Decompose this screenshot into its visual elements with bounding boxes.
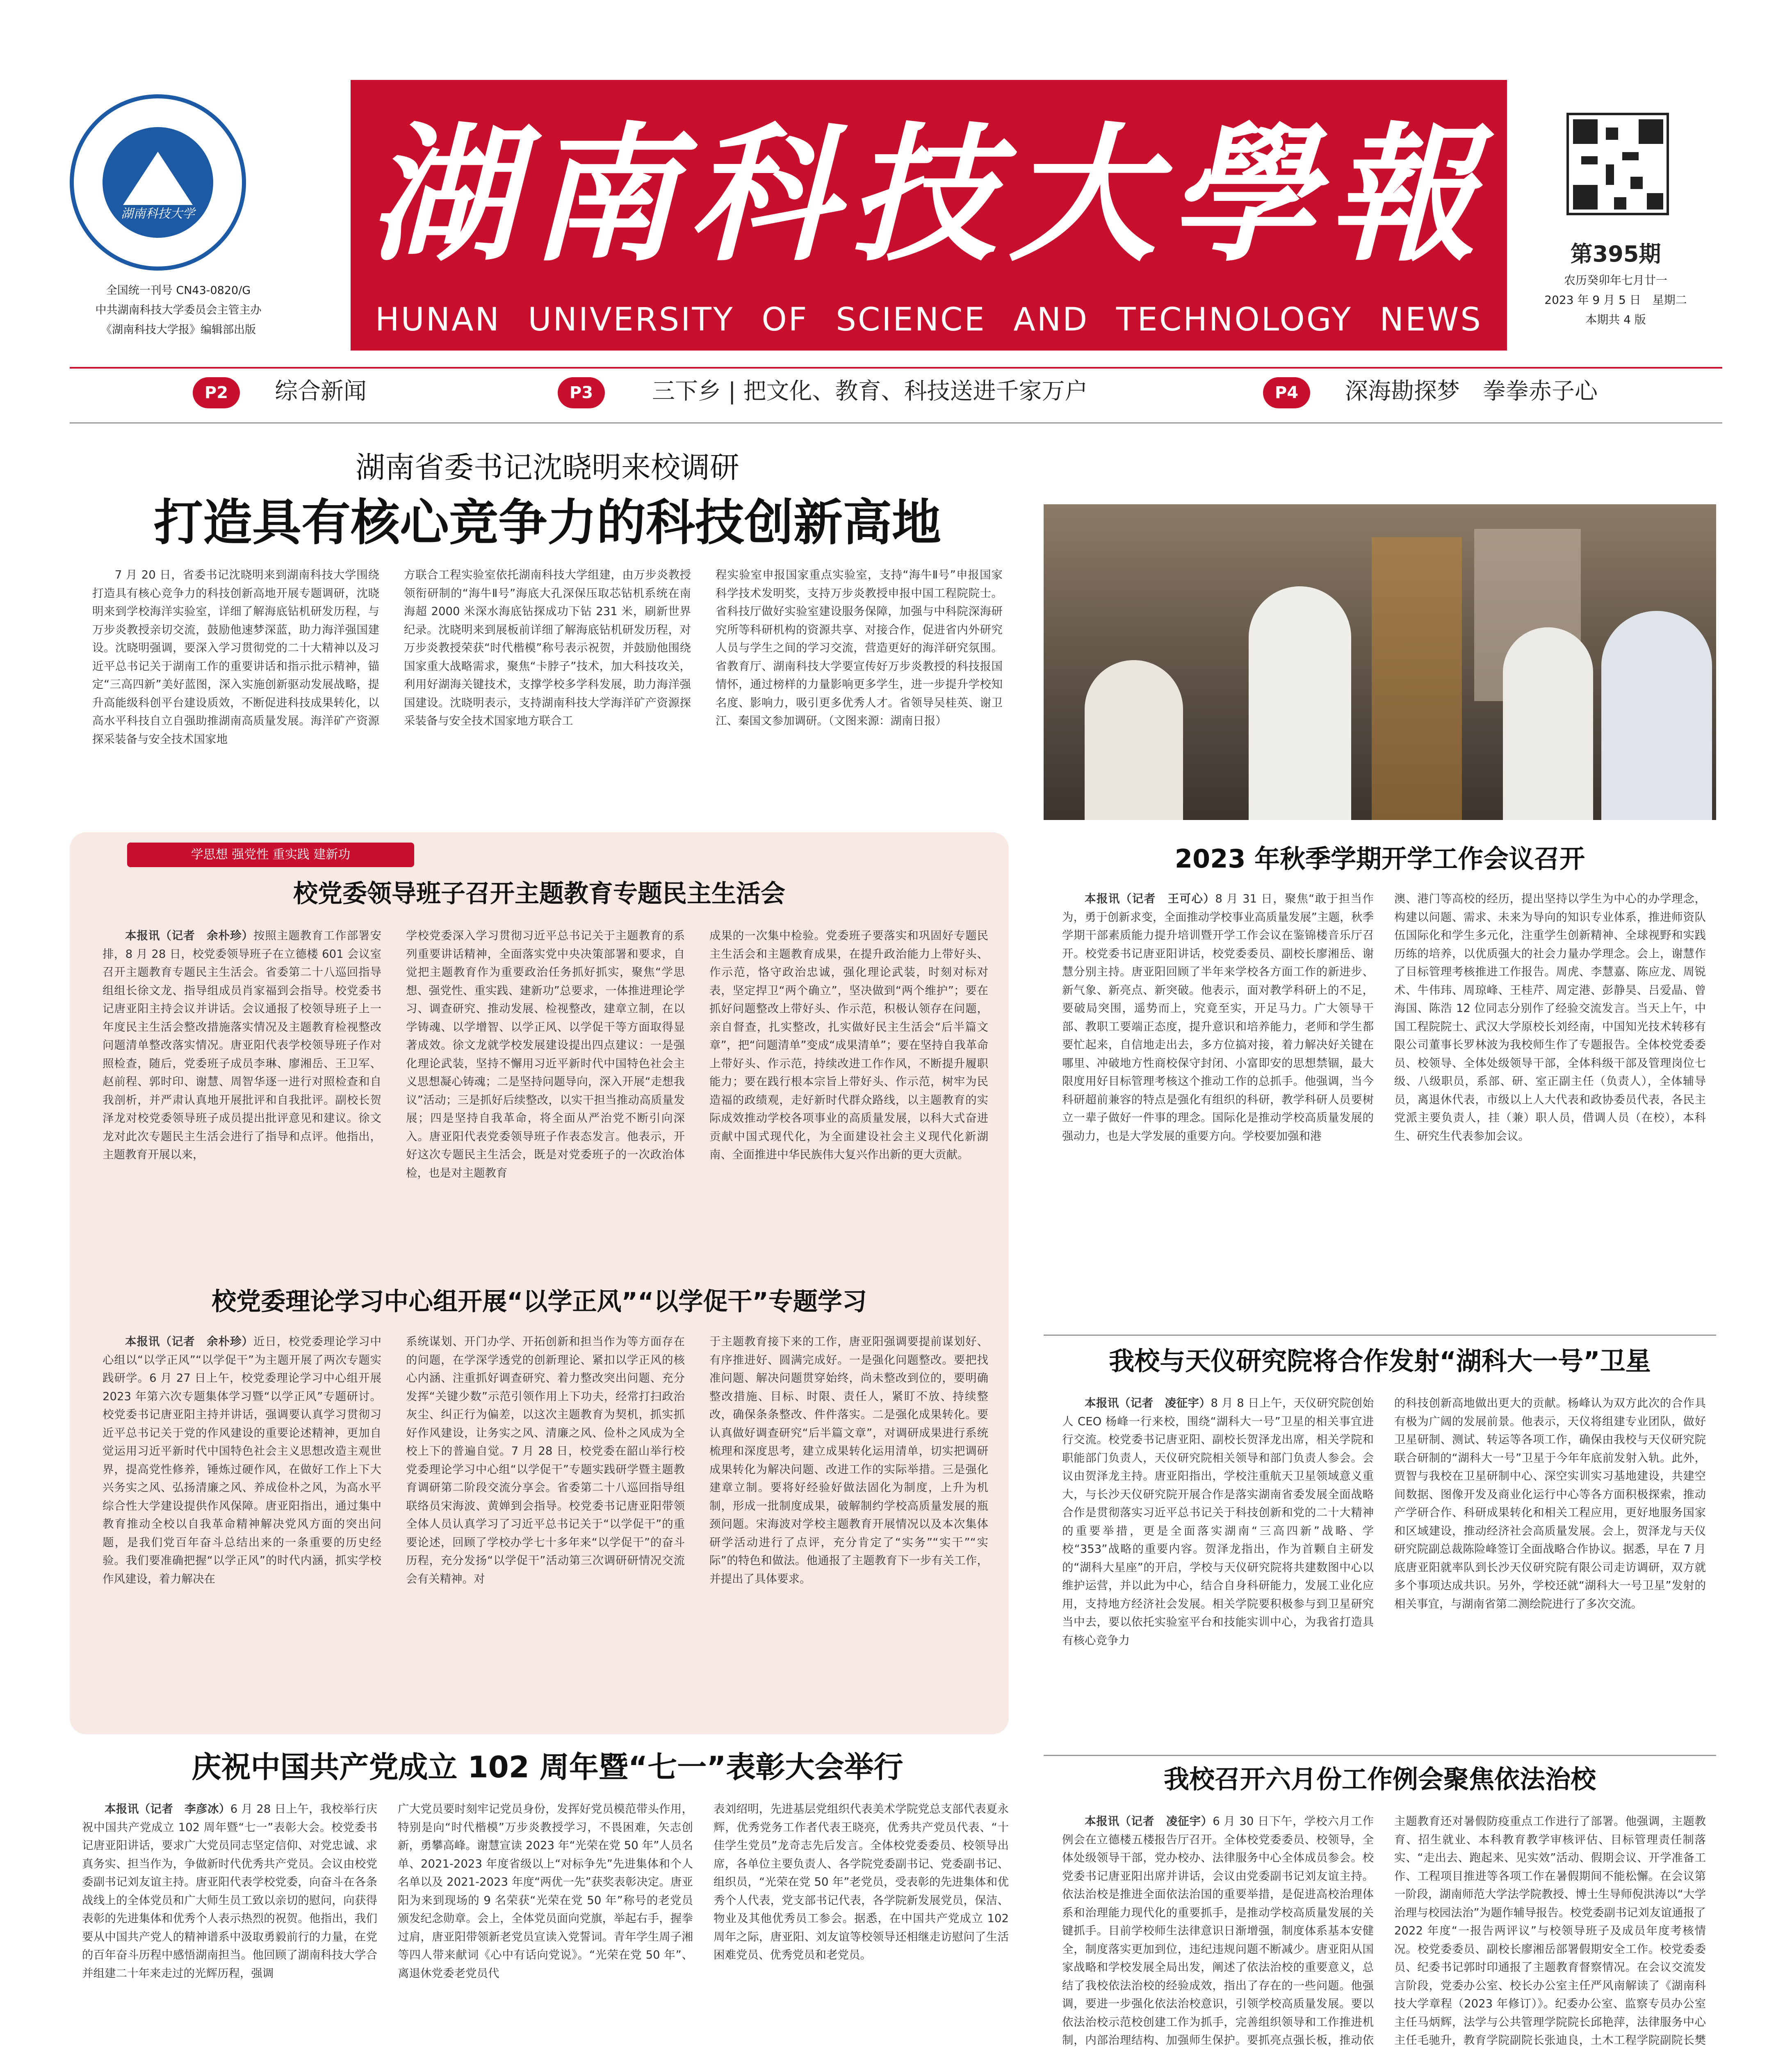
qr-code-icon bbox=[1566, 113, 1669, 215]
byline: 本报讯（记者 凌征宇） bbox=[1085, 1396, 1211, 1410]
paragraph: 按照主题教育工作部署安排，8 月 28 日，校党委领导班子在立德楼 601 会议室召开主题教育专题民主生活会。省委第二十八巡回指导组组长徐文龙、指导组成员肖家福到会指导。校党委书记唐亚阳主持会议并讲话。会议通报了校领导班子上一年度民主生活会整改措施落实情况及主题教育检视整改问题清单整改落实情况。唐亚阳代表学校领导班子作对照检查，随后，党委班子成员李琳、廖湘岳、王卫军、赵前程、郭时印、谢慧、周智华逐一进行对照检查和自我剖析，并严肃认真地开展批评和自我批评。副校长贺泽龙对校党委领导班子成员提出批评意见和建议。徐文龙对此次专题民主生活会进行了指导和点评。他指出，主题教育开展以来， bbox=[103, 929, 381, 1161]
art2-col-3 bbox=[709, 1332, 988, 1714]
art1-col-3 bbox=[709, 927, 988, 1263]
byline: 本报讯（记者 凌征宇） bbox=[1085, 1815, 1213, 1828]
nav-bottom-rule bbox=[70, 422, 1722, 424]
paragraph: 程实验室申报国家重点实验室，支持“海牛Ⅱ号”申报国家科学技术发明奖，支持万步炎教授申报中国工程院院士。省科技厅做好实验室建设服务保障，加强与中科院深海研究所等科研机构的资源共享、对接合作，促进省内外研究人员与学生之间的学习交流，营造更好的海洋研究氛围。省教育厅、湖南科技大学要宣传好万步炎教授的科技报国情怀，通过榜样的力量影响更多学生，进一步提升学校知名度、影响力，吸引更多优秀人才。省领导吴桂英、谢卫江、秦国文参加调研。（文图来源：湖南日报） bbox=[716, 568, 1003, 727]
nav-item-p2[interactable]: 综合新闻 bbox=[275, 378, 367, 405]
paragraph: 近日，校党委理论学习中心组以“以学正风”“以学促干”为主题开展了两次专题实践研学。6 月 27 日上午，校党委理论学习中心组开展 2023 年第六次专题集体学习暨“以学正风”专题研讨。校党委书记唐亚阳主持并讲话，强调要认真学习贯彻习近平总书记关于党的作风建设的重要论述精神，更加自觉运用习近平新时代中国特色社会主义思想改造主观世界，提高党性修养，锤炼过硬作风，在做好工作上下大兴务实之风、弘扬清廉之风、养成俭朴之风，为高水平综合性大学建设提供作风保障。唐亚阳指出，通过集中教育推动全校以自我革命精神解决党风方面的突出问题，是我们党百年奋斗总结出来的一条重要的历史经验。我们要准确把握“以学正风”的时代内涵，抓实学校作风建设，着力解决在 bbox=[103, 1335, 381, 1585]
en-word: NEWS bbox=[1379, 301, 1482, 338]
art2-col-2 bbox=[406, 1332, 685, 1714]
paragraph: 8 月 8 日上午，天仪研究院创始人 CEO 杨峰一行来校，围绕“湖科大一号”卫星的相关事宜进行交流。校党委书记唐亚阳、副校长贺泽龙出席，相关学院和职能部门负责人，天仪研究院相关领导和部门负责人参会。会议由贺泽龙主持。唐亚阳指出，学校注重航天卫星领域意义重大，与长沙天仪研究院开展合作是落实湖南省委发展全面战略合作是贯彻落实习近平总书记关于科技创新和党的二十大精神的重要举措，更是全面落实湖南“三高四新”战略、学校“353”战略的重要内容。贺泽龙指出，作为首颗自主研发的“湖科大星座”的开启，学校与天仪研究院将共建数图中心以维护运营，并以此为中心，结合自身科研能力，发展工业化应用，支持地方经济社会发展。相关学院要积极参与到卫星研究当中去，要以依托实验室平台和技能实训中心，为我省打造具有核心竞争力 bbox=[1062, 1396, 1374, 1647]
newspaper-title-en bbox=[375, 297, 1482, 342]
lead-col-1 bbox=[92, 566, 379, 828]
nav-page-badge[interactable]: P3 bbox=[558, 377, 605, 408]
lead-title: 打造具有核心竞争力的科技创新高地 bbox=[154, 494, 941, 551]
paragraph: 系统谋划、开门办学、开拓创新和担当作为等方面存在的问题，在学深学透党的创新理论、紧扣以学正风的核心内涵、注重抓好调查研究、着力整改突出问题、充分发挥“关键少数”示范引领作用上下功夫，经常打扫政治灰尘、纠正行为偏差，以这次主题教育为契机，抓实抓好作风建设，让务实之风、清廉之风、俭朴之风成为全校上下的普遍自觉。7 月 28 日，校党委在韶山举行校党委理论学习中心组“以学促干”专题实践研学暨主题教育调研第二阶段交流分享会。省委第二十八巡回指导组联络员宋海波、黄婵到会指导。校党委书记唐亚阳带领全体人员认真学习了习近平总书记关于“以学促干”的重要论述，回顾了学校办学七十多年来“以学促干”的奋斗历程，充分发扬“以学促干”活动第三次调研研情况交流会有关精神。对 bbox=[406, 1335, 685, 1585]
qiyi-col-2 bbox=[398, 1800, 693, 2050]
byline: 本报讯（记者 李彦冰） bbox=[105, 1802, 230, 1815]
paragraph: 广大党员要时刻牢记党员身份，发挥好党员模范带头作用，特别是向“时代楷模”万步炎教授学习，不畏困难，矢志创新，勇攀高峰。谢慧宣读 2023 年“光荣在党 50 年”人员名单、2021-2023 年度省级以上“对标争先”先进集体和个人名单以及 2021-2023 年度“两优一先”获奖表彰决定。唐亚阳为来到现场的 9 名荣获“光荣在党 50 年”称号的老党员颁发纪念勋章。会上，全体党员面向党旗，举起右手，握拳过肩，唐亚阳带领新老党员宣读入党誓词。青年学生周子湘等四人带来献词《心中有话向党说》。“光荣在党 50 年”、离退休党委老党员代 bbox=[398, 1802, 693, 1980]
lunar-date: 农历癸卯年七月廿一 bbox=[1564, 273, 1667, 287]
byline: 本报讯（记者 王可心） bbox=[1085, 892, 1215, 905]
page-count: 本期共 4 版 bbox=[1585, 313, 1646, 326]
paragraph: 6 月 30 日下午，学校六月工作例会在立德楼五楼报告厅召开。全体校党委委员、校领导，全体处级领导干部，党办校办、法律服务中心全体成员参会。校党委书记唐亚阳出席并讲话，会议由党委副书记刘友谊主持。依法治校是推进全面依法治国的重要举措，是促进高校治理体系和治理能力现代化的重要抓手，是推动学校高质量发展的关键抓手。目前学校师生法律意识日渐增强，制度体系基本安健全，制度落实更加到位，违纪违规问题不断减少。唐亚阳从国家战略和学校发展全局出发，阐述了依法治校的重要意义，总结了我校依法治校的经验成效，指出了存在的一些问题。他强调，要进一步强化依法治校意识，引领学校高质量发展。要以依法治校示范校创建工作为抓手，完善组织领导和工作推进机制，内部治理结构、加强师生保护。要抓亮点强长板，推动依 bbox=[1062, 1815, 1374, 2047]
meta-line: 中共湖南科技大学委员会主管主办 bbox=[95, 304, 262, 317]
nav-top-rule bbox=[70, 367, 1722, 369]
university-logo: 湖南科技大学 bbox=[70, 94, 246, 271]
paragraph: 7 月 20 日，省委书记沈晓明来到湖南科技大学围绕打造具有核心竞争力的科技创新高地开展专题调研，沈晓明来到学校海洋实验室，详细了解海底钻机研发历程，与万步炎教授亲切交流，鼓励他速梦深蓝，助力海洋强国建设。沈晓明强调，要深入学习贯彻党的二十大精神以及习近平总书记关于湖南工作的重要讲话和指示批示精神，锚定“三高四新”美好蓝图，深入实施创新驱动发展战略，提升高能级科创平台建设质效，不断促进科技成果转化，以高水平科技自立自强助推湖南高质量发展。海洋矿产资源探采装备与安全技术国家地 bbox=[92, 568, 379, 746]
issue-number: 第395期 bbox=[1570, 241, 1661, 267]
masthead-banner bbox=[351, 80, 1507, 351]
section-divider bbox=[1044, 1755, 1716, 1756]
article-title: 我校与天仪研究院将合作发射“湖科大一号”卫星 bbox=[1109, 1346, 1651, 1376]
en-word: HUNAN bbox=[375, 301, 501, 338]
en-word: OF bbox=[761, 301, 809, 338]
paragraph: 方联合工程实验室依托湖南科技大学组建，由万步炎教授领衔研制的“海牛Ⅱ号”海底大孔深保压取芯钻机系统在南海超 2000 米深水海底钻探成功下钻 231 米，刷新世界纪录。沈晓明来到展板前详细了解海底钻机研发历程，对万步炎教授荣获“时代楷模”称号表示祝贺，并鼓励他围绕国家重大战略需求，聚焦“卡脖子”技术，加大科技攻关，利用好湖海关键技术，支撑学校多学科发展，助力海洋强国建设。沈晓明表示，支持湖南科技大学海洋矿产资源探采装备与安全技术国家地方联合工 bbox=[404, 568, 691, 727]
paragraph: 于主题教育接下来的工作，唐亚阳强调要提前谋划好、有序推进好、圆满完成好。一是强化问题整改。要把找准问题、解决问题贯穿始终，尚未整改到位的，要明确整改措施、目标、时限、责任人，紧盯不放、持续整改，确保条条整改、件件落实。二是强化成果转化。要认真做好调查研究“后半篇文章”，对调研成果进行系统梳理和深度思考，建立成果转化运用清单，切实把调研成果转化为解决问题、改进工作的实际举措。三是强化建章立制。要将好经验好做法固化为制度，上升为机制，形成一批制度成果，破解制约学校高质量发展的瓶颈问题。宋海波对学校主题教育开展情况以及本次集体研学活动进行了点评，充分肯定了“实务”“实干”“实际”的特色和做法。他通报了主题教育下一步有关工作，并提出了具体要求。 bbox=[709, 1335, 988, 1585]
article-title: 我校召开六月份工作例会聚焦依法治校 bbox=[1163, 1764, 1596, 1794]
theme-banner: 学思想 强党性 重实践 建新功 bbox=[127, 843, 414, 867]
byline: 本报讯（记者 余朴珍） bbox=[125, 929, 253, 942]
paragraph: 6 月 28 日上午，我校举行庆祝中国共产党成立 102 周年暨“七一”表彰大会。校党委书记唐亚阳讲话，要求广大党员同志坚定信仰、对党忠诚、求真务实、担当作为，争做新时代优秀共产党员。会议由校党委副书记刘友谊主持。唐亚阳代表学校党委，向奋斗在各条战线上的全体党员和广大师生员工致以亲切的慰问，向获得表彰的先进集体和优秀个人表示热烈的祝贺。他指出，我们要从中国共产党人的精神谱系中汲取勇毅前行的力量，在党的百年奋斗历程中感悟湖南担当。他回顾了湖南科技大学合并组建二十年来走过的光辉历程，强调 bbox=[82, 1802, 377, 1980]
kaixue-col-1 bbox=[1062, 890, 1374, 1328]
kaixue-col-2 bbox=[1394, 890, 1706, 1328]
paragraph: 澳、港门等高校的经历，提出坚持以学生为中心的办学理念，构建以问题、需求、未来为导向的知识专业体系，推进师资队伍国际化和学生多元化，注重学生创新精神、全球视野和实践历练的培养，以优质强大的社会力量办学理念。会上，谢慧作了目标管理考核推进工作报告。周虎、李慧嘉、陈应龙、周锐术、牛伟玮、周琼峰、王桂芹、周定港、彭静昊、吕爱晶、曾海国、陈浩 12 位同志分别作了经验交流发言。当天上午，中国工程院院士、武汉大学原校长刘经南，中国知光技术转移有限公司董事长罗林波为我校师生作了专题报告。全体校党委委员、校领导、全体处级领导干部，全体科级干部及管理岗位七级、八级职员，系部、研、室正副主任（负责人），全体辅导员，离退休代表，市级以上人大代表和政协委员代表，各民主党派主要负责人，挂（兼）职人员，借调人员（在校），本科生、研究生代表参加会议。 bbox=[1394, 892, 1706, 1143]
satellite-col-2 bbox=[1394, 1394, 1706, 1751]
qiyi-col-3 bbox=[714, 1800, 1009, 2050]
article-title: 庆祝中国共产党成立 102 周年暨“七一”表彰大会举行 bbox=[192, 1750, 903, 1784]
fazhi-col-2 bbox=[1394, 1812, 1706, 2050]
masthead-meta bbox=[70, 281, 287, 340]
meta-line: 《湖南科技大学报》编辑部出版 bbox=[101, 323, 256, 336]
meta-line: 全国统一刊号 CN43-0820/G bbox=[106, 284, 251, 297]
art1-col-2 bbox=[406, 927, 685, 1263]
lead-col-3 bbox=[716, 566, 1003, 828]
section-divider bbox=[1044, 1335, 1716, 1336]
en-word: TECHNOLOGY bbox=[1116, 301, 1352, 338]
art1-col-1 bbox=[103, 927, 381, 1263]
paragraph: 学校党委深入学习贯彻习近平总书记关于主题教育的系列重要讲话精神，全面落实党中央决策部署和要求，自觉把主题教育作为重要政治任务抓好抓实，聚焦“学思想、强党性、重实践、建新功”总要求，一体推进理论学习、调查研究、推动发展、检视整改，建章立制，在以学铸魂、以学增智、以学正风、以学促干等方面取得显著成效。徐文龙就学校发展建设提出四点建议：一是强化理论武装，坚持不懈用习近平新时代中国特色社会主义思想凝心铸魂；二是坚持问题导向，深入开展“走想我议”活动；三是抓好后续整改，以实干担当推动高质量发展；四是坚持自我革命，将全面从严治党不断引向深入。唐亚阳代表党委领导班子作表态发言。他表示，开好这次专题民主生活会，既是对党委班子的一次政治体检，也是对主题教育 bbox=[406, 929, 685, 1180]
nav-item-p3[interactable]: 三下乡 | 把文化、教育、科技送进千家万户 bbox=[652, 378, 1088, 405]
fazhi-col-1 bbox=[1062, 1812, 1374, 2050]
qiyi-col-1 bbox=[82, 1800, 377, 2050]
issue-info bbox=[1534, 238, 1698, 330]
nav-page-badge[interactable]: P2 bbox=[193, 377, 240, 408]
en-word: AND bbox=[1013, 301, 1089, 338]
nav-page-badge[interactable]: P4 bbox=[1263, 377, 1310, 408]
lead-col-2 bbox=[404, 566, 691, 828]
en-word: UNIVERSITY bbox=[528, 301, 734, 338]
article-title: 2023 年秋季学期开学工作会议召开 bbox=[1174, 844, 1585, 874]
issue-date: 2023 年 9 月 5 日 星期二 bbox=[1544, 293, 1687, 307]
newspaper-title: 湖南科技大學報 bbox=[369, 108, 1489, 281]
art2-col-1 bbox=[103, 1332, 381, 1714]
paragraph: 8 月 31 日，聚焦“敢于担当作为，勇于创新求变，全面推动学校事业高质量发展”主题，秋季学期干部素质能力提升培训暨开学工作会议在鉴锦楼音乐厅召开。校党委书记唐亚阳讲话，校党委委员、副校长廖湘岳、谢慧分别主持。唐亚阳回顾了半年来学校各方面工作的新进步、新气象、新亮点、新突破。他表示，面对教学科研上的不足，要破局突围，遥势而上，究竟至实，开足马力。广大领导干部、教职工要端正态度，提升意识和培养能力，老师和学生都要忙起来，自信地走出去，多方位搞对接，着力解决好关键在哪里、冲破地方性商校保守封闭、小富即安的思想禁锢，最大限度用好目标管理考核这个推动工作的总抓手。他强调，当今科研超前兼容的特点是强化有组织的科研，教学科研人员要树立一辈子做好一件事的理念。国际化是推动学校高质量发展的强动力，也是大学发展的重要方向。学校要加强和港 bbox=[1062, 892, 1374, 1143]
satellite-col-1 bbox=[1062, 1394, 1374, 1751]
en-word: SCIENCE bbox=[836, 301, 986, 338]
nav-item-p4[interactable]: 深海勘探梦 拳拳赤子心 bbox=[1345, 378, 1598, 405]
lead-kicker: 湖南省委书记沈晓明来校调研 bbox=[355, 450, 739, 485]
paragraph: 主题教育还对暑假防疫重点工作进行了部署。他强调，主题教育、招生就业、本科教育教学审核评估、目标管理责任制落实、“走出去、跑起来、见实效”活动、假期会议、开学准备工作、工程项目推进等各项工作在暑假期间不能松懈。在会议第一阶段，湖南师范大学法学院教授、博士生导师倪洪涛以“大学治理与校园法治”为题作辅导报告。校党委副书记刘友谊通报了 2022 年度“一报告两评议”与校领导班子及成员年度考核情况。校党委委员、副校长廖湘岳部署假期安全工作。校党委委员、纪委书记郭时印通报了主题教育督察情况。在会议交流发言阶段，党委办公室、校长办公室主任严风南解读了《湖南科技大学章程（2023 年修订）》。纪委办公室、监察专员办公室主任马炳辉，法学与公共管理学院院长邱艳萍，法律服务中心主任毛驰升，教育学院副院长张迪良，土木工程学院副院长樊 bbox=[1394, 1815, 1706, 2047]
paragraph: 的科技创新高地做出更大的贡献。杨峰认为双方此次的合作具有极为广阔的发展前景。他表示，天仪将组建专业团队，做好卫星研制、测试、转运等各项工作，确保由我校与天仪研究院联合研制的“湖科大一号”卫星于今年年底前发射入轨。此外，贾智与我校在卫星研制中心、深空实训实习基地建设，共建空间数据、图像开发及商业化运行中心等各方面积极探索，推动产学研合作、科研成果转化和相关工程应用，更好地服务国家和区域建设，推动经济社会高质量发展。会上，贺泽龙与天仪研究院副总裁陈险峰签订全面战略合作协议。据悉，早在 7 月底唐亚阳就率队到长沙天仪研究院有限公司走访调研，双方就多个事项达成共识。另外，学校还就“湖科大一号卫星”发射的相关事宜，与湖南省第二测绘院进行了多次交流。 bbox=[1394, 1396, 1706, 1610]
paragraph: 表刘绍明，先进基层党组织代表美术学院党总支部代表夏永辉，优秀党务工作者代表王晓亮，优秀共产党员代表、“十佳学生党员”龙奇志先后发言。全体校党委委员、校领导出席，各单位主要负责人、各学院党委副书记、党委副书记、组织员，“光荣在党 50 年”老党员，受表彰的先进集体和优秀个人代表，党支部书记代表，各学院新发展党员，保洁、物业及其他优秀员工参会。据悉，在中国共产党成立 102 周年之际，唐亚阳、刘友谊等校领导还相继走访慰问了生活困难党员、优秀党员和老党员。 bbox=[714, 1802, 1009, 1961]
page-guide bbox=[193, 373, 1710, 414]
byline: 本报讯（记者 余朴珍） bbox=[125, 1335, 253, 1348]
article-title: 校党委理论学习中心组开展“以学正风”“以学促干”专题学习 bbox=[212, 1287, 867, 1316]
lead-photo bbox=[1044, 504, 1716, 820]
paragraph: 成果的一次集中检验。党委班子要落实和巩固好专题民主生活会和主题教育成果，在提升政治能力上带好头、作示范，恪守政治忠诚，强化理论武装，时刻对标对表，坚定捍卫“两个确立”，坚决做到“两个维护”；要在抓好问题整改上带好头、作示范，积极认领存在问题，亲自督查，扎实整改，扎实做好民主生活会“后半篇文章”，把“问题清单”变成“成果清单”；要在坚持自我革命上带好头、作示范，持续改进工作作风，不断提升履职能力；要在践行根本宗旨上带好头、作示范，树牢为民造福的政绩观，走好新时代群众路线，以主题教育的实际成效推动学校各项事业的高质量发展，以科大式奋进贡献中国式现代化，为全面建设社会主义现代化新湖南、全面推进中华民族伟大复兴作出新的更大贡献。 bbox=[709, 929, 988, 1161]
article-title: 校党委领导班子召开主题教育专题民主生活会 bbox=[293, 879, 785, 908]
